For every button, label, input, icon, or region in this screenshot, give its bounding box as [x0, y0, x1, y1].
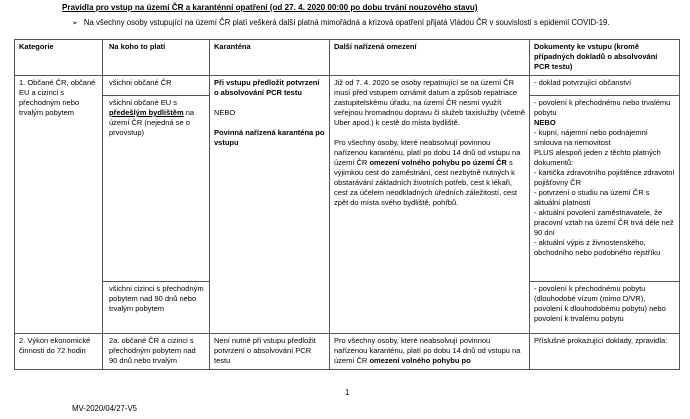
doc-study: - potvrzení o studiu na území ČR s aktuální platností [534, 188, 650, 207]
applies-cell-2a: 2a. občané ČR a cizinci s přechodným pobytem nad 90 dnů nebo trvalým [103, 334, 210, 370]
doc-or: NEBO [534, 118, 556, 127]
quarantine-pcr-option: Při vstupu předložit potvrzení o absolvování PCR testu [214, 78, 320, 97]
documents-cell-1a: - doklad potvrzující občanství [530, 76, 680, 96]
header-restrictions: Další nařízená omezení [330, 40, 530, 76]
applies-cell-1a: všichni občané ČR [103, 76, 210, 96]
quarantine-cell-1 [210, 76, 330, 334]
doc-contract: - kupní, nájemní nebo podnájemní smlouva na nemovitost [534, 128, 648, 147]
page-title: Pravidla pro vstup na území ČR a karanténní opatření (od 27. 4. 2020 00:00 po dobu trvání nouzového stavu) [62, 3, 478, 12]
quarantine-mandatory: Povinná nařízená karanténa po vstupu [214, 128, 325, 147]
doc-register: - aktuální výpis z živnostenského, obchodního nebo podobného rejstříku [534, 238, 661, 257]
documents-cell-2: Příslušné prokazující doklady, zpravidla: [530, 334, 680, 370]
doc-employer: - aktuální povolení zaměstnavatele, že pracovní vztah na území ČR trvá déle než 90 dní [534, 208, 674, 237]
documents-cell-1c: - povolení k přechodnému pobytu (dlouhodobé vízum (mimo D/VR), povolení k dlouhodobému pobytu) nebo povolení k trvalému pobytu [530, 282, 680, 334]
restrictions-repatriation: Již od 7. 4. 2020 se osoby repatriující se na území ČR musí před vstupem oznámit datum a způsob repatriace zastupitelskému úřadu, na území ČR nesmí využít veřejnou hromadnou dopravu či služeb taxislužby (včetně Uber apod.) k cestě do místa bydliště. [334, 78, 525, 127]
header-applies-to: Na koho to platí [103, 40, 210, 76]
table-row [15, 76, 680, 96]
category-cell-1: 1. Občané ČR, občané EU a cizinci s přechodným nebo trvalým pobytem [15, 76, 103, 334]
applies-cell-1c: všichni cizinci s přechodným pobytem nad 90 dnů nebo trvalým pobytem [103, 282, 210, 334]
header-quarantine: Karanténa [210, 40, 330, 76]
rules-table [14, 39, 680, 370]
table-row [15, 334, 680, 370]
category-cell-2: 2. Výkon ekonomické činnosti do 72 hodin [15, 334, 103, 370]
doc-residence-permit: - povolení k přechodnému nebo trvalému pobytu [534, 98, 671, 117]
page-number: 1 [345, 388, 350, 397]
quarantine-cell-2: Není nutné při vstupu předložit potvrzení o absolvování PCR testu [210, 334, 330, 370]
document-code: MV-2020/04/27-V5 [72, 404, 138, 413]
doc-insurance: - kartička zdravotního pojištěnce zdravotní pojišťovny ČR [534, 168, 675, 187]
intro-bullet [72, 18, 610, 27]
header-documents: Dokumenty ke vstupu (kromě případných dokladů o absolvování PCR testu) [530, 40, 680, 76]
quarantine-or: NEBO [214, 108, 236, 117]
table-header-row [15, 40, 680, 76]
intro-text: Na všechny osoby vstupující na území ČR platí veškerá další platná mimořádná a krizová opatření přijatá Vládou ČR v souvislosti s epidemií COVID-19. [83, 18, 610, 27]
doc-plus: PLUS alespoň jeden z těchto platných dokumentů: [534, 148, 661, 167]
restrictions-cell-1 [330, 76, 530, 334]
header-category: Kategorie [15, 40, 103, 76]
arrow-bullet-icon: ➢ [72, 20, 78, 27]
documents-cell-1b [530, 96, 680, 282]
applies-cell-1b: všichni občané EU s předešlým bydlištěm na území ČR (nejedná se o prvovstup) [103, 96, 210, 282]
restrictions-movement: Pro všechny osoby, které neabsolvují povinnou nařízenou karanténu, platí po dobu 14 dnů od vstupu na území ČR omezení volného pohybu po území ČR s výjimkou cest do zaměstnání, cest nezbytně nutných k obstarávání základních životních potřeb, cest k lékaři, cest za účelem neodkladných úředních záležitostí, cest zpět do místa svého bydliště, pohřbů. [334, 138, 521, 207]
restrictions-cell-2: Pro všechny osoby, které neabsolvují povinnou nařízenou karanténu, platí po dobu 14 dnů od vstupu na území ČR omezení volného pohybu po [330, 334, 530, 370]
